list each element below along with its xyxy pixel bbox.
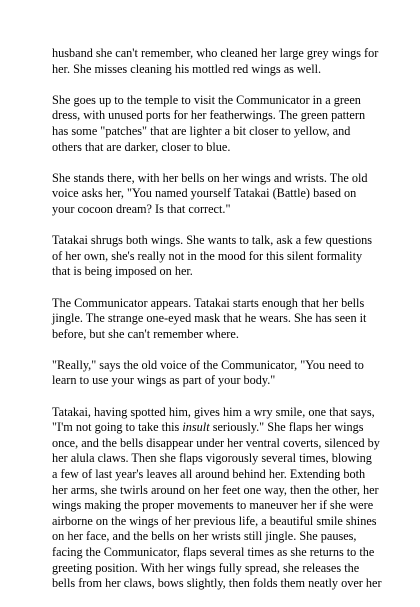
text-run: that is being imposed on her.: [52, 264, 193, 279]
paragraph: [52, 171, 372, 218]
text-run: wings making the proper movements to maneuver her if she were: [52, 498, 374, 513]
text-line: [52, 124, 372, 140]
paragraph: [52, 404, 382, 592]
paragraph: [52, 93, 372, 155]
text-line: [52, 420, 372, 436]
text-run: her alula claws. Then she flaps vigorously several times, blowing: [52, 451, 372, 466]
text-run: before, but she can't remember where.: [52, 326, 239, 341]
text-line: [52, 358, 372, 374]
text-run: has some "patches" that are lighter a bit closer to yellow, and: [52, 123, 351, 138]
text-run: voice asks her, "You named yourself Tatakai (Battle) based on: [52, 186, 357, 201]
text-line: [52, 529, 372, 545]
text-line: [52, 311, 372, 327]
text-run: Tatakai shrugs both wings. She wants to talk, ask a few questions: [52, 233, 372, 248]
text-line: [52, 545, 375, 561]
text-line: [52, 373, 372, 389]
text-run: greeting position. With her wings fully spread, she releases the: [52, 560, 360, 575]
text-run: on her face, and the bells on her wrists still jingle. She pauses,: [52, 529, 357, 544]
text-run: "I'm not going to take this: [52, 420, 183, 435]
text-line: [52, 576, 382, 592]
text-line: [52, 62, 372, 78]
text-run: husband she can't remember, who cleaned her large grey wings for: [52, 46, 379, 60]
text-line: [52, 264, 372, 280]
text-run: her. She misses cleaning his mottled red wings as well.: [52, 61, 322, 76]
text-run: The Communicator appears. Tatakai starts enough that her bells: [52, 295, 365, 310]
text-run: Tatakai, having spotted him, gives him a wry smile, one that says,: [52, 404, 375, 419]
text-line: [52, 46, 379, 62]
paragraph: [52, 296, 372, 343]
text-line: [52, 451, 372, 467]
text-line: [52, 249, 372, 265]
text-line: [52, 498, 372, 514]
emphasis-text: insult: [182, 420, 210, 435]
text-run: She stands there, with her bells on her wings and wrists. The old: [52, 170, 368, 185]
text-line: [52, 513, 377, 530]
text-run: your cocoon dream? Is that correct.": [52, 201, 231, 216]
text-line: [52, 140, 372, 156]
text-run: others that are darker, closer to blue.: [52, 139, 231, 154]
text-run: a few of last year's leaves all around behind her. Extending both: [52, 467, 366, 482]
text-line: [52, 186, 372, 202]
text-run: jingle. The strange one-eyed mask that he wears. She has seen it: [52, 311, 367, 326]
text-run: seriously." She flaps her wings: [209, 420, 364, 435]
text-line: [52, 435, 380, 452]
text-line: [52, 93, 372, 109]
text-line: [52, 296, 372, 312]
text-run: of her own, she's really not in the mood for this silent formality: [52, 248, 363, 263]
paragraph: [52, 46, 379, 77]
text-line: [52, 202, 372, 218]
text-run: dress, with unused ports for her featherwings. The green pattern: [52, 108, 366, 123]
text-line: [52, 467, 372, 483]
document-body: [52, 46, 382, 607]
text-line: [52, 561, 372, 577]
text-line: [52, 482, 379, 499]
text-line: [52, 404, 375, 421]
text-line: [52, 327, 372, 343]
text-run: facing the Communicator, flaps several times as she returns to the: [52, 545, 375, 559]
text-run: She goes up to the temple to visit the Communicator in a green: [52, 92, 361, 107]
text-run: airborne on the wings of her previous life, a beautiful smile shines: [52, 513, 377, 528]
paragraph: [52, 233, 372, 280]
text-run: her arms, she twirls around on her feet one way, then the other, her: [52, 482, 379, 497]
paragraph: [52, 358, 372, 389]
text-line: [52, 233, 372, 249]
text-run: "Really," says the old voice of the Communicator, "You need to: [52, 357, 364, 372]
text-line: [52, 108, 372, 124]
text-run: bells from her claws, bows slightly, then folds them neatly over her: [52, 576, 382, 591]
text-run: learn to use your wings as part of your body.": [52, 373, 276, 388]
text-run: once, and the bells disappear under her ventral coverts, silenced by: [52, 435, 380, 450]
text-line: [52, 171, 372, 187]
